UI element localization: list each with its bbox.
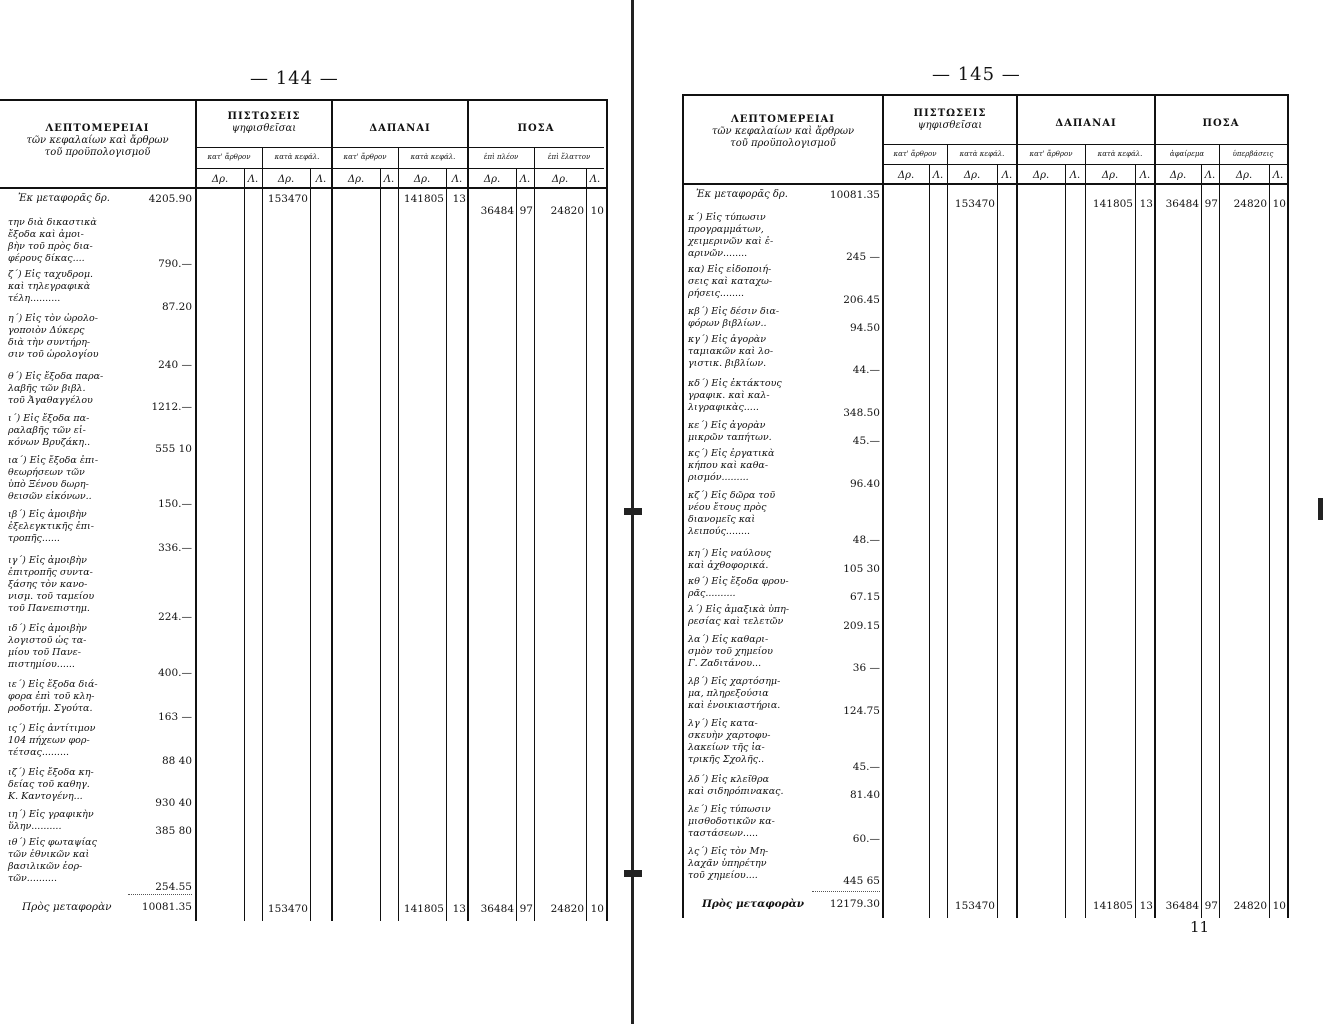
- total-sum-plus-lepta: 97: [1204, 900, 1218, 912]
- gutter-mark: [624, 870, 642, 877]
- expenses-article-header: κατ' ἄρθρον: [1029, 150, 1073, 158]
- line-item-amount: 930 40: [155, 797, 192, 809]
- dr-label: Δρ.: [551, 174, 569, 185]
- carry-credit-chapter: 153470: [267, 193, 308, 205]
- total-sum-minus: 24820: [1233, 900, 1267, 912]
- credits-header: ΠΙΣΤΩΣΕΙΣ ψηφισθεῖσαι: [913, 108, 987, 131]
- line-item-desc: ιθ΄) Εἰς φωταψίας τῶν ἐθνικῶν καὶ βασιλικῶν ἑορ- τῶν..........: [8, 837, 97, 884]
- column-rule: [380, 168, 381, 921]
- line-item-amount: 88 40: [161, 755, 192, 767]
- carry-expense-lepta: 13: [452, 193, 466, 205]
- ledger-table: [0, 99, 608, 921]
- l-label: Λ.: [1272, 170, 1284, 181]
- line-item-amount: 45.—: [852, 435, 880, 447]
- total-sum-minus-lepta: 10: [590, 903, 604, 915]
- l-label: Λ.: [1139, 170, 1151, 181]
- column-rule: [1269, 164, 1270, 918]
- column-rule: [195, 101, 197, 921]
- line-item-amount: 48.—: [852, 534, 880, 546]
- l-label: Λ.: [1204, 170, 1216, 181]
- line-item-desc: κε΄) Εἰς ἀγορὰν μικρῶν ταπήτων.: [688, 420, 772, 443]
- sum-rule: [812, 891, 880, 892]
- line-item-amount: 60.—: [852, 833, 880, 845]
- sums-minus-header: ἐπὶ ἔλαττον: [547, 153, 591, 161]
- dr-label: Δρ.: [963, 170, 981, 181]
- dr-label: Δρ.: [1032, 170, 1050, 181]
- sums-plus-header: ἐπὶ πλέον: [483, 153, 519, 161]
- total-amount: 10081.35: [141, 901, 192, 913]
- credits-article-header: κατ' ἄρθρον: [207, 153, 251, 161]
- line-item-desc: λγ΄) Εἰς κατα- σκευὴν χαρτοφυ- λακείων τῆς ἰα- τρικῆς Σχολῆς..: [688, 718, 771, 765]
- line-item-amount: 1212.—: [151, 401, 192, 413]
- total-expense-lepta: 13: [1139, 900, 1153, 912]
- line-item-amount: 555 10: [155, 443, 192, 455]
- sums-header: ΠΟΣΑ: [1202, 118, 1240, 129]
- line-item-amount: 87.20: [161, 301, 192, 313]
- carry-sum-minus: 24820: [1233, 198, 1267, 210]
- line-item-amount: 209.15: [843, 620, 880, 632]
- sums-minus-header: ὑπερβάσεις: [1232, 150, 1274, 158]
- line-item-desc: ιγ΄) Εἰς ἀμοιβὴν ἐπιτροπῆς συντα- ξάσης τὸν κανο- νισμ. τοῦ ταμείου τοῦ Πανεπιστημ.: [8, 555, 95, 614]
- line-item-desc: ιζ΄) Εἰς ἔξοδα κη- δείας τοῦ καθηγ. Κ. Καντογένη...: [8, 767, 94, 802]
- line-item-desc: θ΄) Εἰς ἔξοδα παρα- λαβῆς τῶν βιβλ. τοῦ Ἀγαθαγγέλου: [8, 371, 104, 406]
- l-label: Λ.: [589, 174, 601, 185]
- column-rule: [467, 101, 469, 921]
- credits-chapter-header: κατὰ κεφάλ.: [274, 153, 320, 161]
- l-label: Λ.: [247, 174, 259, 185]
- total-label: Πρὸς μεταφορὰν: [22, 901, 112, 913]
- l-label: Λ.: [1001, 170, 1013, 181]
- carry-expense-chapter: 141805: [403, 193, 444, 205]
- total-expense-chapter: 141805: [1092, 900, 1133, 912]
- line-item-amount: 45.—: [852, 761, 880, 773]
- carry-sum-minus-lepta: 10: [590, 205, 604, 217]
- header-rule: [684, 183, 1287, 185]
- line-item-desc: κς΄) Εἰς ἐργατικὰ κήπου καὶ καθα- ρισμόν.........: [688, 448, 775, 483]
- l-label: Λ.: [1069, 170, 1081, 181]
- expenses-chapter-header: κατὰ κεφάλ.: [1097, 150, 1143, 158]
- detail-header: ΛΕΠΤΟΜΕΡΕΙΑΙ τῶν κεφαλαίων καὶ ἄρθρων τοῦ προϋπολογισμοῦ: [26, 123, 169, 158]
- line-item-desc: ιε΄) Εἰς ἔξοδα διά- φορα ἐπὶ τοῦ κλη- ροδοτήμ. Σγούτα.: [8, 679, 98, 714]
- column-rule: [262, 147, 263, 921]
- column-rule: [1219, 144, 1220, 918]
- line-item-desc: ζ΄) Εἰς ταχυδρομ. καὶ τηλεγραφικὰ τέλη..........: [8, 269, 94, 304]
- line-item-amount: 385 80: [155, 825, 192, 837]
- total-credit-chapter: 153470: [954, 900, 995, 912]
- line-item-amount: 348.50: [843, 407, 880, 419]
- carry-expense-lepta: 13: [1139, 198, 1153, 210]
- l-label: Λ.: [383, 174, 395, 185]
- line-item-desc: κγ΄) Εἰς ἀγορὰν ταμιακῶν καὶ λο- γιστικ. βιβλίων.: [688, 334, 774, 369]
- line-item-desc: λα΄) Εἰς καθαρι- σμὸν τοῦ χημείου Γ. Ζαδιτάνου...: [688, 634, 773, 669]
- carry-sum-minus: 24820: [550, 205, 584, 217]
- total-expense-lepta: 13: [452, 903, 466, 915]
- line-item-desc: κβ΄) Εἰς δέσιν δια- φόρων βιβλίων..: [688, 306, 780, 329]
- column-rule: [1065, 164, 1066, 918]
- total-sum-minus: 24820: [550, 903, 584, 915]
- column-rule: [1154, 96, 1156, 918]
- line-item-amount: 245 —: [846, 251, 880, 263]
- dr-label: Δρ.: [277, 174, 295, 185]
- line-item-amount: 150.—: [158, 498, 192, 510]
- credits-chapter-header: κατὰ κεφάλ.: [959, 150, 1005, 158]
- carry-label: Ἐκ μεταφορᾶς δρ.: [18, 193, 110, 204]
- line-item-desc: κ΄) Εἰς τύπωσιν προγραμμάτων, χειμερινῶν καὶ ἐ- αρινῶν........: [688, 212, 774, 259]
- credits-header: ΠΙΣΤΩΣΕΙΣ ψηφισθεῖσαι: [227, 111, 301, 134]
- right-page: [670, 0, 1328, 1024]
- l-label: Λ.: [451, 174, 463, 185]
- carry-sum-plus-lepta: 97: [1204, 198, 1218, 210]
- line-item-amount: 124.75: [843, 705, 880, 717]
- column-rule: [997, 164, 998, 918]
- column-rule: [1016, 96, 1018, 918]
- line-item-desc: ιβ΄) Εἰς ἀμοιβὴν ἐξελεγκτικῆς ἐπι- τροπῆς......: [8, 509, 94, 544]
- column-rule: [947, 144, 948, 918]
- expenses-article-header: κατ' ἄρθρον: [343, 153, 387, 161]
- line-item-amount: 254.55: [155, 881, 192, 893]
- dr-label: Δρ.: [347, 174, 365, 185]
- line-item-amount: 336.—: [158, 542, 192, 554]
- column-rule: [1085, 144, 1086, 918]
- column-rule: [534, 147, 535, 921]
- detail-header: ΛΕΠΤΟΜΕΡΕΙΑΙ τῶν κεφαλαίων καὶ ἄρθρων τοῦ προϋπολογισμοῦ: [711, 114, 855, 149]
- page-number: — 144 —: [250, 68, 339, 89]
- signature-mark: 11: [1190, 918, 1210, 936]
- credits-article-header: κατ' ἄρθρον: [893, 150, 937, 158]
- line-item-amount: 400.—: [158, 667, 192, 679]
- column-rule: [1201, 164, 1202, 918]
- sums-plus-header: ἀφαίρεμα: [1169, 150, 1205, 158]
- carry-amount: 4205.90: [148, 193, 192, 205]
- line-item-amount: 94.50: [849, 322, 880, 334]
- line-item-desc: ι΄) Εἰς ἔξοδα πα- ραλαβῆς τῶν εἰ- κόνων Βρυζάκη..: [8, 413, 91, 448]
- total-sum-plus-lepta: 97: [519, 903, 533, 915]
- column-rule: [244, 168, 245, 921]
- page-number: — 145 —: [932, 64, 1021, 85]
- line-item-desc: την διὰ δικαστικὰ ἔξοδα καὶ ἀμοι- βὴν τοῦ πρὸς δια- φέρους δίκας....: [8, 217, 97, 264]
- carry-sum-plus-lepta: 97: [519, 205, 533, 217]
- l-label: Λ.: [932, 170, 944, 181]
- gutter-mark: [624, 508, 642, 515]
- total-expense-chapter: 141805: [403, 903, 444, 915]
- line-item-desc: λε΄) Εἰς τύπωσιν μισθοδοτικῶν κα- ταστάσεων.....: [688, 804, 775, 839]
- line-item-desc: λβ΄) Εἰς χαρτόσημ- μα, πληρεξούσια καὶ ἐνοικιαστήρια.: [688, 676, 781, 711]
- total-sum-plus: 36484: [1165, 900, 1199, 912]
- dr-label: Δρ.: [211, 174, 229, 185]
- line-item-amount: 96.40: [849, 478, 880, 490]
- total-sum-minus-lepta: 10: [1272, 900, 1286, 912]
- column-rule: [446, 168, 447, 921]
- column-rule: [331, 101, 333, 921]
- line-item-amount: 44.—: [852, 364, 880, 376]
- line-item-amount: 790.—: [158, 258, 192, 270]
- line-item-desc: ια΄) Εἰς ἔξοδα ἐπι- θεωρήσεων τῶν ὑπὸ Ξένου δωρη- θεισῶν εἰκόνων..: [8, 455, 99, 502]
- line-item-desc: κθ΄) Εἰς ἔξοδα φρου- ρᾶς..........: [688, 576, 789, 599]
- header-rule: [196, 168, 604, 169]
- total-label: Πρὸς μεταφορὰν: [702, 898, 805, 910]
- line-item-amount: 105 30: [843, 563, 880, 575]
- header-rule: [196, 147, 604, 148]
- total-credit-chapter: 153470: [267, 903, 308, 915]
- line-item-amount: 36 —: [852, 662, 880, 674]
- column-rule: [929, 164, 930, 918]
- dr-label: Δρ.: [483, 174, 501, 185]
- total-amount: 12179.30: [829, 898, 880, 910]
- carry-sum-plus: 36484: [1165, 198, 1199, 210]
- line-item-desc: κζ΄) Εἰς δῶρα τοῦ νέου ἔτους πρὸς διανομεῖς καὶ λειπούς........: [688, 490, 776, 537]
- dr-label: Δρ.: [413, 174, 431, 185]
- carry-label: Ἐκ μεταφορᾶς δρ.: [696, 189, 788, 200]
- carry-credit-chapter: 153470: [954, 198, 995, 210]
- line-item-desc: ιη΄) Εἰς γραφικὴν ὕλην..........: [8, 809, 94, 832]
- line-item-desc: ιδ΄) Εἰς ἀμοιβὴν λογιστοῦ ὡς τα- μίου τοῦ Πανε- πιστημίου......: [8, 623, 87, 670]
- line-item-desc: κα) Εἰς εἰδοποιή- σεις καὶ καταχω- ρήσεις........: [688, 264, 773, 299]
- carry-amount: 10081.35: [829, 189, 880, 201]
- line-item-desc: ις΄) Εἰς ἀντίτιμον 104 πήχεων φορ- τέτσας.........: [8, 723, 96, 758]
- expenses-header: ΔΑΠΑΝΑΙ: [1055, 118, 1117, 129]
- dr-label: Δρ.: [897, 170, 915, 181]
- line-item-amount: 67.15: [849, 591, 880, 603]
- expenses-header: ΔΑΠΑΝΑΙ: [369, 123, 431, 134]
- dr-label: Δρ.: [1101, 170, 1119, 181]
- line-item-amount: 206.45: [843, 294, 880, 306]
- line-item-amount: 81.40: [849, 789, 880, 801]
- column-rule: [882, 96, 884, 918]
- line-item-amount: 163 —: [158, 711, 192, 723]
- sum-rule: [128, 894, 192, 895]
- line-item-amount: 224.—: [158, 611, 192, 623]
- ledger-table: [682, 94, 1289, 918]
- column-rule: [586, 168, 587, 921]
- line-item-amount: 240 —: [158, 359, 192, 371]
- line-item-desc: λ΄) Εἰς ἀμαξικὰ ὑπη- ρεσίας καὶ τελετῶν: [688, 604, 790, 627]
- left-page: [0, 0, 620, 1024]
- column-rule: [398, 147, 399, 921]
- expenses-chapter-header: κατὰ κεφάλ.: [410, 153, 456, 161]
- carry-sum-plus: 36484: [480, 205, 514, 217]
- line-item-desc: η΄) Εἰς τὸν ὡρολο- γοποιὸν Δύκερς διὰ τὴν συντήρη- σιν τοῦ ὡρολογίου: [8, 313, 99, 360]
- column-rule: [1135, 164, 1136, 918]
- line-item-desc: λς΄) Εἰς τὸν Μη- λαχᾶν ὑπηρέτην τοῦ χημείου....: [688, 846, 769, 881]
- l-label: Λ.: [315, 174, 327, 185]
- line-item-desc: λδ΄) Εἰς κλεῖθρα καὶ σιδηρόπινακας.: [688, 774, 784, 797]
- l-label: Λ.: [519, 174, 531, 185]
- column-rule: [516, 168, 517, 921]
- dr-label: Δρ.: [1169, 170, 1187, 181]
- carry-expense-chapter: 141805: [1092, 198, 1133, 210]
- total-sum-plus: 36484: [480, 903, 514, 915]
- column-rule: [310, 168, 311, 921]
- line-item-desc: κη΄) Εἰς ναύλους καὶ ἀχθοφορικά.: [688, 548, 772, 571]
- dr-label: Δρ.: [1235, 170, 1253, 181]
- carry-sum-minus-lepta: 10: [1272, 198, 1286, 210]
- sums-header: ΠΟΣΑ: [517, 123, 555, 134]
- line-item-desc: κδ΄) Εἰς ἐκτάκτους γραφικ. καὶ καλ- λιγραφικὰς.....: [688, 378, 782, 413]
- line-item-amount: 445 65: [843, 875, 880, 887]
